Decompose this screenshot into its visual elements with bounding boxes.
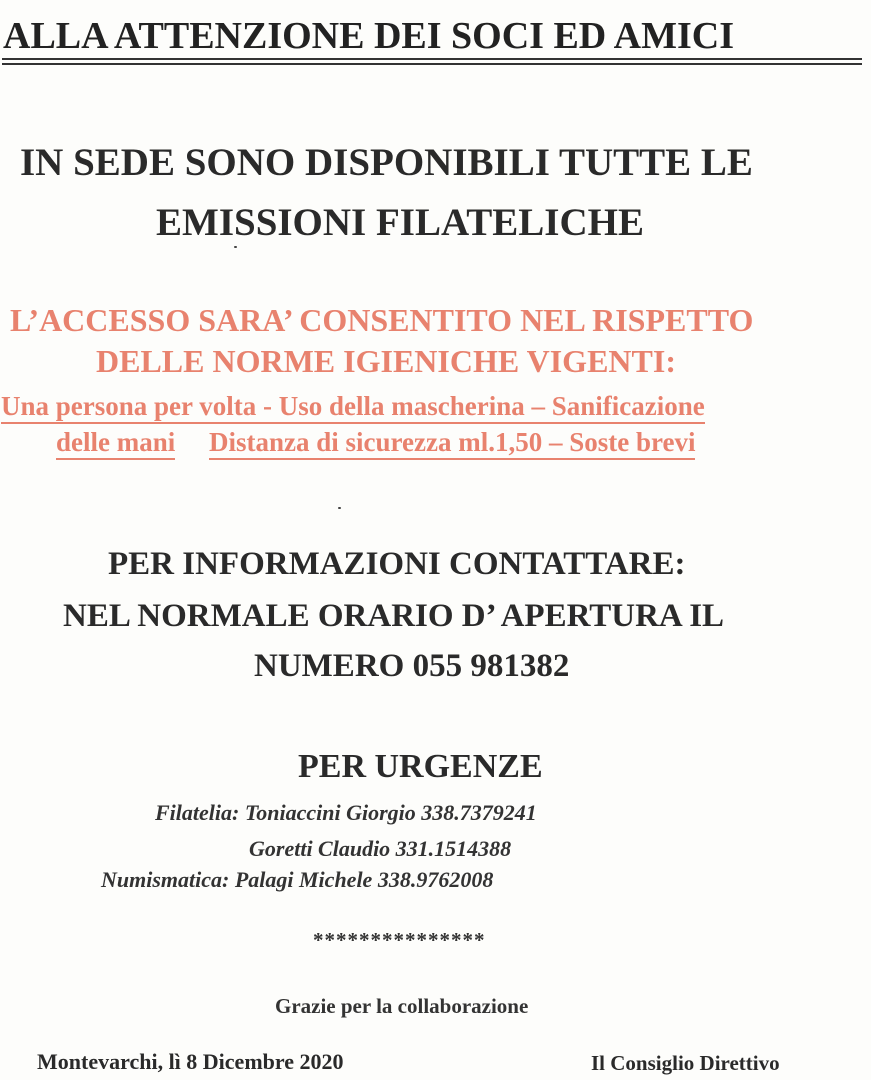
place-and-date: Montevarchi, lì 8 Dicembre 2020 <box>37 1049 344 1074</box>
info-line-1: PER INFORMAZIONI CONTATTARE: <box>108 546 686 582</box>
star-separator: *************** <box>313 928 486 952</box>
header-underline-second <box>2 63 862 65</box>
rules-line-4-hands: delle mani <box>56 427 175 460</box>
notice-line-2: EMISSIONI FILATELICHE <box>156 201 644 244</box>
rules-line-4-distance: Distanza di sicurezza ml.1,50 – Soste brevi <box>209 427 695 460</box>
scan-speck <box>234 246 237 248</box>
notice-line-1: IN SEDE SONO DISPONIBILI TUTTE LE <box>20 141 753 184</box>
info-line-2: NEL NORMALE ORARIO D’ APERTURA IL <box>63 598 725 634</box>
info-phone-number: NUMERO 055 981382 <box>254 648 570 684</box>
rules-line-3: Una persona per volta - Uso della mascherina – Sanificazione <box>1 391 705 424</box>
signature: Il Consiglio Direttivo <box>591 1051 780 1075</box>
contact-numismatics: Numismatica: Palagi Michele 338.9762008 <box>101 867 494 892</box>
scan-speck <box>338 507 341 509</box>
thanks-line: Grazie per la collaborazione <box>275 994 529 1018</box>
contact-philately-second: Goretti Claudio 331.1514388 <box>249 836 512 861</box>
page-header-title: ALLA ATTENZIONE DEI SOCI ED AMICI <box>3 15 734 57</box>
rules-line-1: L’ACCESSO SARA’ CONSENTITO NEL RISPETTO <box>10 302 754 338</box>
rules-line-2: DELLE NORME IGIENICHE VIGENTI: <box>96 343 676 379</box>
contact-philately: Filatelia: Toniaccini Giorgio 338.7379241 <box>155 800 537 825</box>
urgent-title: PER URGENZE <box>298 748 543 785</box>
header-underline <box>2 58 862 60</box>
